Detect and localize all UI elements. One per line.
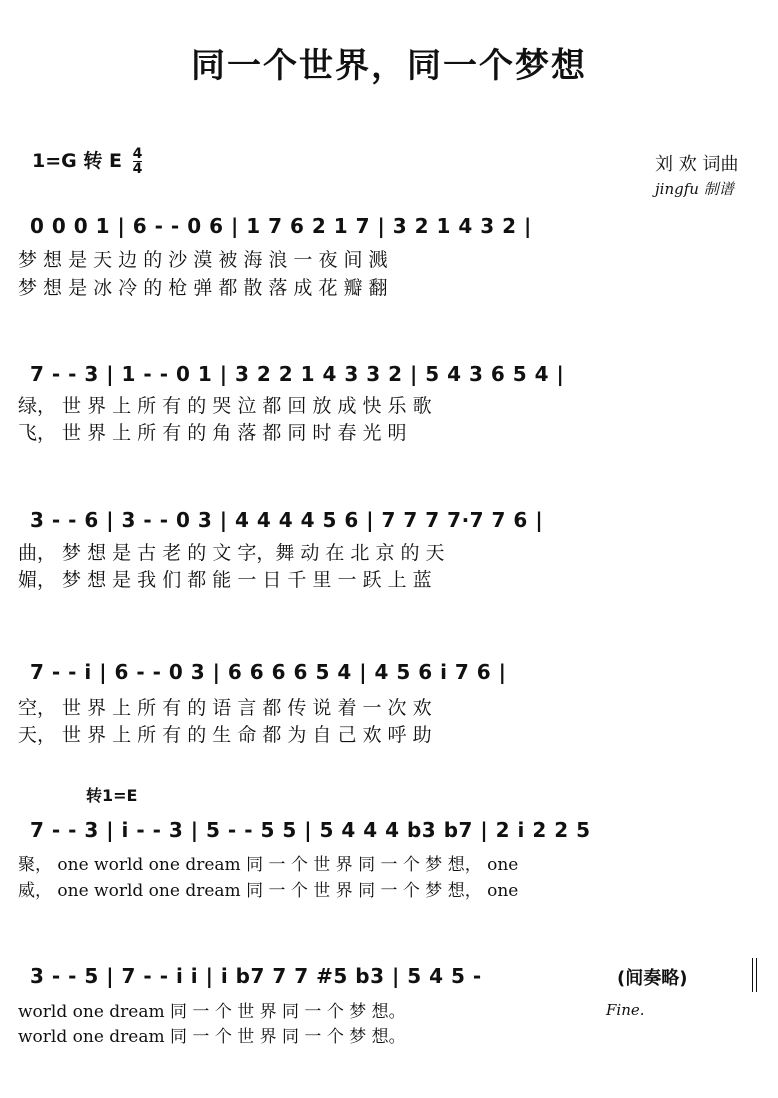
system-2-lyric-2: 飞， 世 界 上 所 有 的 角 落 都 同 时 春 光 明	[18, 422, 407, 444]
system-6-notes: 3 - - 5 | 7 - - i i | i b7 7 7 #5 b3 | 5 4 5 -	[30, 964, 482, 988]
credit: 刘 欢 词曲	[655, 154, 739, 175]
time-signature-numerator: 4	[132, 146, 143, 162]
system-4-lyric-1: 空， 世 界 上 所 有 的 语 言 都 传 说 着 一 次 欢	[18, 697, 432, 719]
system-1-lyric-1: 梦 想 是 天 边 的 沙 漠 被 海 浪 一 夜 间 溅	[18, 249, 388, 271]
system-4-notes: 7 - - i | 6 - - 0 3 | 6 6 6 6 5 4 | 4 5 6 i 7 6 |	[30, 660, 507, 684]
fine-marker: Fine.	[606, 1001, 645, 1019]
system-1-lyric-2: 梦 想 是 冰 冷 的 枪 弹 都 散 落 成 花 瓣 翻	[18, 277, 388, 299]
system-5-notes: 7 - - 3 | i - - 3 | 5 - - 5 5 | 5 4 4 4 b3 b7 | 2 i 2 2 5	[30, 818, 591, 842]
system-3-lyric-1: 曲， 梦 想 是 古 老 的 文 字，舞 动 在 北 京 的 天	[18, 542, 445, 564]
system-5-lyric-2: 威， one world one dream 同 一 个 世 界 同 一 个 梦 想， one	[18, 881, 519, 901]
interlude-marker: (间奏略)	[617, 968, 688, 989]
system-6-lyric-2: world one dream 同 一 个 世 界 同 一 个 梦 想。	[18, 1027, 406, 1047]
system-6-lyric-1: world one dream 同 一 个 世 界 同 一 个 梦 想。	[18, 1002, 406, 1022]
system-2-notes: 7 - - 3 | 1 - - 0 1 | 3 2 2 1 4 3 3 2 | 5 4 3 6 5 4 |	[30, 362, 565, 386]
time-signature	[133, 147, 143, 176]
system-5-lyric-1: 聚， one world one dream 同 一 个 世 界 同 一 个 梦 想， one	[18, 855, 519, 875]
key-change-label: 转1=E	[86, 786, 138, 805]
system-2-lyric-1: 绿， 世 界 上 所 有 的 哭 泣 都 回 放 成 快 乐 歌	[18, 395, 432, 417]
final-barline	[752, 958, 757, 992]
key-signature	[32, 146, 142, 176]
system-4-lyric-2: 天， 世 界 上 所 有 的 生 命 都 为 自 己 欢 呼 助	[18, 724, 432, 746]
system-1-notes: 0 0 0 1 | 6 - - 0 6 | 1 7 6 2 1 7 | 3 2 1 4 3 2 |	[30, 214, 532, 238]
key-signature-text: 1=G 转 E	[32, 150, 122, 172]
system-3-lyric-2: 媚， 梦 想 是 我 们 都 能 一 日 千 里 一 跃 上 蓝	[18, 569, 432, 591]
arranger: jingfu 制谱	[655, 180, 734, 198]
song-title: 同一个世界，同一个梦想	[191, 46, 587, 86]
time-signature-denominator: 4	[132, 161, 143, 177]
system-3-notes: 3 - - 6 | 3 - - 0 3 | 4 4 4 4 5 6 | 7 7 7 7·7 7 6 |	[30, 508, 544, 532]
